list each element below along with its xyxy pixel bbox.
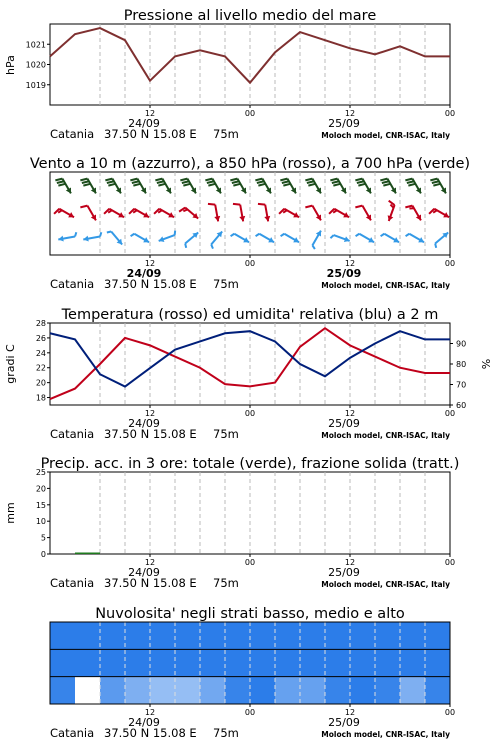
precip-ylabel: mm — [4, 502, 17, 523]
cloud-cell — [400, 622, 426, 649]
precip-footer-coords: 37.50 N 15.08 E — [104, 576, 197, 590]
precip-xtick-label: 12 — [145, 558, 155, 567]
cloud-cell — [300, 622, 326, 649]
precip-date-label: 24/09 — [128, 566, 160, 579]
temperature-footer-location: Catania — [50, 427, 94, 441]
cloud-cell — [375, 622, 401, 649]
cloud-cell — [300, 649, 326, 676]
clouds-xtick-label: 00 — [245, 708, 255, 717]
clouds-date-label: 24/09 — [128, 716, 160, 729]
precip-ytick-label: 5 — [41, 534, 46, 543]
pressure-xtick-label: 12 — [345, 109, 355, 118]
temperature-ytick-label: 26 — [36, 334, 46, 343]
temperature-ytick-label: 18 — [36, 394, 46, 403]
pressure-ylabel: hPa — [4, 55, 17, 75]
temperature-footer-elevation: 75m — [213, 427, 239, 441]
precip-xtick-label: 00 — [245, 558, 255, 567]
temperature-y2tick-label: 90 — [456, 340, 466, 349]
clouds-xtick-label: 12 — [145, 708, 155, 717]
clouds-panel — [50, 606, 455, 740]
cloud-cell — [250, 649, 276, 676]
temperature-footer-coords: 37.50 N 15.08 E — [104, 427, 197, 441]
pressure-xtick-label: 00 — [245, 109, 255, 118]
precip-frame — [50, 472, 450, 554]
cloud-cell — [350, 677, 376, 704]
temperature-y2tick-label: 60 — [456, 401, 466, 410]
pressure-xtick-label: 12 — [145, 109, 155, 118]
temperature-ylabel: gradi C — [4, 344, 17, 384]
pressure-footer-location: Catania — [50, 127, 94, 141]
cloud-cell — [200, 622, 226, 649]
precip-xtick-label: 00 — [445, 558, 455, 567]
temperature-xtick-label: 00 — [445, 409, 455, 418]
precip-bar — [75, 553, 100, 555]
temperature-ytick-label: 20 — [36, 379, 46, 388]
clouds-footer-elevation: 75m — [213, 726, 239, 740]
pressure-date-label: 24/09 — [128, 117, 160, 130]
cloud-cell — [50, 649, 76, 676]
pressure-footer-model: Moloch model, CNR-ISAC, Italy — [321, 131, 450, 140]
pressure-title: Pressione al livello medio del mare — [124, 8, 377, 24]
precip-title: Precip. acc. in 3 ore: totale (verde), frazione solida (tratt.) — [41, 456, 460, 472]
temperature-ytick-label: 28 — [36, 319, 46, 328]
cloud-cell — [75, 677, 101, 704]
cloud-cell — [350, 622, 376, 649]
cloud-cell — [375, 677, 401, 704]
precip-footer-model: Moloch model, CNR-ISAC, Italy — [321, 580, 450, 589]
cloud-cell — [275, 622, 301, 649]
pressure-xtick-label: 00 — [445, 109, 455, 118]
cloud-cell — [75, 649, 101, 676]
pressure-ytick-label: 1019 — [26, 81, 46, 90]
cloud-cell — [200, 649, 226, 676]
precip-date-label: 25/09 — [328, 566, 360, 579]
temperature-xtick-label: 12 — [145, 409, 155, 418]
temperature-xtick-label: 12 — [345, 409, 355, 418]
precip-ytick-label: 0 — [41, 550, 46, 559]
pressure-footer-elevation: 75m — [213, 127, 239, 141]
pressure-ytick-label: 1020 — [26, 61, 46, 70]
wind-date-label: 25/09 — [327, 267, 362, 280]
pressure-frame — [50, 24, 450, 105]
wind-footer-location: Catania — [50, 277, 94, 291]
wind-xtick-label: 00 — [245, 259, 255, 268]
cloud-cell — [325, 649, 351, 676]
wind-barb-1-feather — [233, 204, 240, 205]
temperature-ytick-label: 22 — [36, 364, 46, 373]
wind-barb-2-feather — [185, 243, 186, 247]
cloud-cell — [300, 677, 326, 704]
cloud-cell — [100, 677, 126, 704]
temperature-title: Temperatura (rosso) ed umidita' relativa (blu) a 2 m — [61, 307, 439, 323]
cloud-cell — [200, 677, 226, 704]
clouds-xtick-label: 00 — [445, 708, 455, 717]
clouds-date-label: 25/09 — [328, 716, 360, 729]
wind-barb-2-feather — [75, 232, 76, 236]
cloud-cell — [425, 677, 451, 704]
wind-title: Vento a 10 m (azzurro), a 850 hPa (rosso), a 700 hPa (verde) — [30, 156, 470, 172]
temperature-date-label: 24/09 — [128, 417, 160, 430]
cloud-cell — [150, 677, 176, 704]
wind-barb-2-feather — [100, 232, 101, 236]
temperature-panel — [4, 307, 493, 441]
cloud-cell — [75, 622, 101, 649]
cloud-cell — [400, 677, 426, 704]
temperature-ytick-label: 24 — [36, 349, 46, 358]
clouds-footer-location: Catania — [50, 726, 94, 740]
precip-ytick-label: 10 — [36, 517, 46, 526]
cloud-cell — [125, 677, 151, 704]
pressure-ytick-label: 1021 — [26, 40, 46, 49]
cloud-cell — [125, 622, 151, 649]
wind-footer-coords: 37.50 N 15.08 E — [104, 277, 197, 291]
precip-ytick-label: 15 — [36, 501, 46, 510]
cloud-cell — [175, 622, 201, 649]
cloud-cell — [150, 622, 176, 649]
temperature-xtick-label: 00 — [245, 409, 255, 418]
wind-barb-1-feather — [208, 204, 215, 205]
wind-date-label: 24/09 — [127, 267, 162, 280]
wind-barb-2-feather — [107, 231, 111, 232]
pressure-date-label: 25/09 — [328, 117, 360, 130]
temperature-footer-model: Moloch model, CNR-ISAC, Italy — [321, 431, 450, 440]
cloud-cell — [350, 649, 376, 676]
cloud-cell — [50, 622, 76, 649]
cloud-cell — [175, 649, 201, 676]
wind-panel — [30, 156, 470, 291]
pressure-footer-coords: 37.50 N 15.08 E — [104, 127, 197, 141]
cloud-cell — [400, 649, 426, 676]
precip-ytick-label: 25 — [36, 468, 46, 477]
precip-footer-elevation: 75m — [213, 576, 239, 590]
precip-panel — [4, 456, 459, 590]
temperature-y2tick-label: 70 — [456, 381, 466, 390]
wind-barb-1-feather — [258, 204, 265, 205]
clouds-title: Nuvolosita' negli strati basso, medio e alto — [95, 606, 405, 622]
cloud-cell — [325, 622, 351, 649]
cloud-cell — [225, 677, 251, 704]
pressure-panel — [4, 8, 455, 141]
clouds-xtick-label: 12 — [345, 708, 355, 717]
precip-xtick-label: 12 — [345, 558, 355, 567]
temperature-y2label: % — [480, 359, 493, 369]
cloud-cell — [50, 677, 76, 704]
wind-xtick-label: 12 — [345, 259, 355, 268]
cloud-cell — [325, 677, 351, 704]
wind-footer-elevation: 75m — [213, 277, 239, 291]
cloud-cell — [100, 649, 126, 676]
temperature-date-label: 25/09 — [328, 417, 360, 430]
cloud-cell — [175, 677, 201, 704]
wind-xtick-label: 00 — [445, 259, 455, 268]
clouds-footer-coords: 37.50 N 15.08 E — [104, 726, 197, 740]
wind-barb-2-feather — [175, 231, 176, 235]
cloud-cell — [275, 649, 301, 676]
cloud-cell — [425, 622, 451, 649]
cloud-cell — [275, 677, 301, 704]
cloud-cell — [125, 649, 151, 676]
cloud-cell — [100, 622, 126, 649]
cloud-cell — [225, 649, 251, 676]
cloud-cell — [250, 677, 276, 704]
wind-xtick-label: 12 — [145, 259, 155, 268]
cloud-cell — [225, 622, 251, 649]
cloud-cell — [250, 622, 276, 649]
wind-barb-2-feather — [435, 243, 436, 247]
wind-footer-model: Moloch model, CNR-ISAC, Italy — [321, 281, 450, 290]
clouds-footer-model: Moloch model, CNR-ISAC, Italy — [321, 730, 450, 739]
cloud-cell — [425, 649, 451, 676]
temperature-y2tick-label: 80 — [456, 360, 466, 369]
precip-ytick-label: 20 — [36, 484, 46, 493]
precip-footer-location: Catania — [50, 576, 94, 590]
cloud-cell — [375, 649, 401, 676]
cloud-cell — [150, 649, 176, 676]
